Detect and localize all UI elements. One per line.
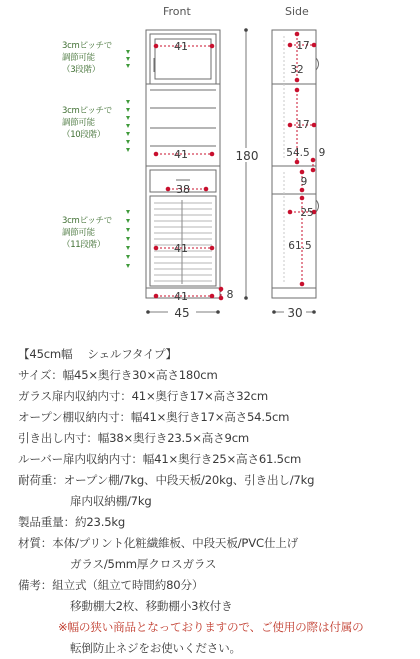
- pitch-note-middle: 3cmピッチで 調節可能 （10段階）: [62, 106, 112, 140]
- spec-louver-inner: ルーバー扉内収納内寸：幅41×奥行き25×高さ61.5cm: [18, 452, 302, 466]
- spec-load-cont: 扉内収納棚/7kg: [70, 494, 152, 508]
- front-open-width: 41: [174, 148, 188, 161]
- drawer-width: 38: [176, 183, 190, 196]
- front-view-label: Front: [163, 5, 191, 18]
- spec-size: サイズ：幅45×奥行き30×高さ180cm: [18, 368, 218, 382]
- front-glass-width: 41: [174, 40, 188, 53]
- plinth-width: 41: [174, 290, 188, 303]
- side-glass-height: 32: [290, 64, 304, 76]
- side-louver-height: 61.5: [288, 240, 312, 252]
- total-width: 45: [174, 306, 190, 320]
- spec-list: [18, 344, 418, 659]
- spec-material: 材質：本体/プリント化粧繊維板、中段天板/PVC仕上げ: [18, 536, 299, 550]
- spec-note-cont: 転倒防止ネジをお使いください。: [70, 641, 241, 655]
- spec-material-cont: ガラス/5mm厚クロスガラス: [70, 557, 217, 571]
- pitch-note-top: 3cmピッチで 調節可能 （3段階）: [62, 41, 112, 75]
- total-height: 180: [235, 149, 259, 163]
- adjust-arrows-icon: [126, 50, 130, 268]
- louver-width: 41: [174, 242, 188, 255]
- spec-open-inner: オープン棚収納内寸：幅41×奥行き17×高さ54.5cm: [18, 410, 290, 424]
- side-glass-depth: 17: [296, 40, 310, 52]
- side-view-label: Side: [285, 5, 309, 18]
- side-louver-depth: 25: [300, 207, 314, 219]
- side-open-depth: 17: [296, 119, 310, 131]
- spec-load: 耐荷重：オープン棚/7kg、中段天板/20kg、引き出し/7kg: [18, 473, 315, 487]
- spec-remarks-cont: 移動棚大2枚、移動棚小3枚付き: [70, 599, 233, 613]
- total-depth: 30: [287, 306, 303, 320]
- spec-title: 【45cm幅 シェルフタイプ】: [18, 347, 177, 361]
- spec-glass-inner: ガラス扉内収納内寸：41×奥行き17×高さ32cm: [18, 389, 268, 403]
- spec-drawer-inner: 引き出し内寸：幅38×奥行き23.5×高さ9cm: [18, 431, 249, 445]
- side-open-height: 54.5: [286, 147, 310, 159]
- side-drawer-gap: 9: [318, 147, 326, 159]
- front-cabinet: [146, 30, 220, 298]
- spec-weight: 製品重量：約23.5kg: [18, 515, 126, 529]
- plinth-height: 8: [226, 288, 234, 301]
- pitch-note-bottom: 3cmピッチで 調節可能 （11段階）: [62, 216, 112, 250]
- spec-remarks: 備考：組立式（組立て時間約80分）: [18, 578, 204, 592]
- spec-note: ※幅の狭い商品となっておりますので、ご使用の際は付属の: [58, 620, 364, 634]
- side-drawer-height: 9: [300, 176, 308, 188]
